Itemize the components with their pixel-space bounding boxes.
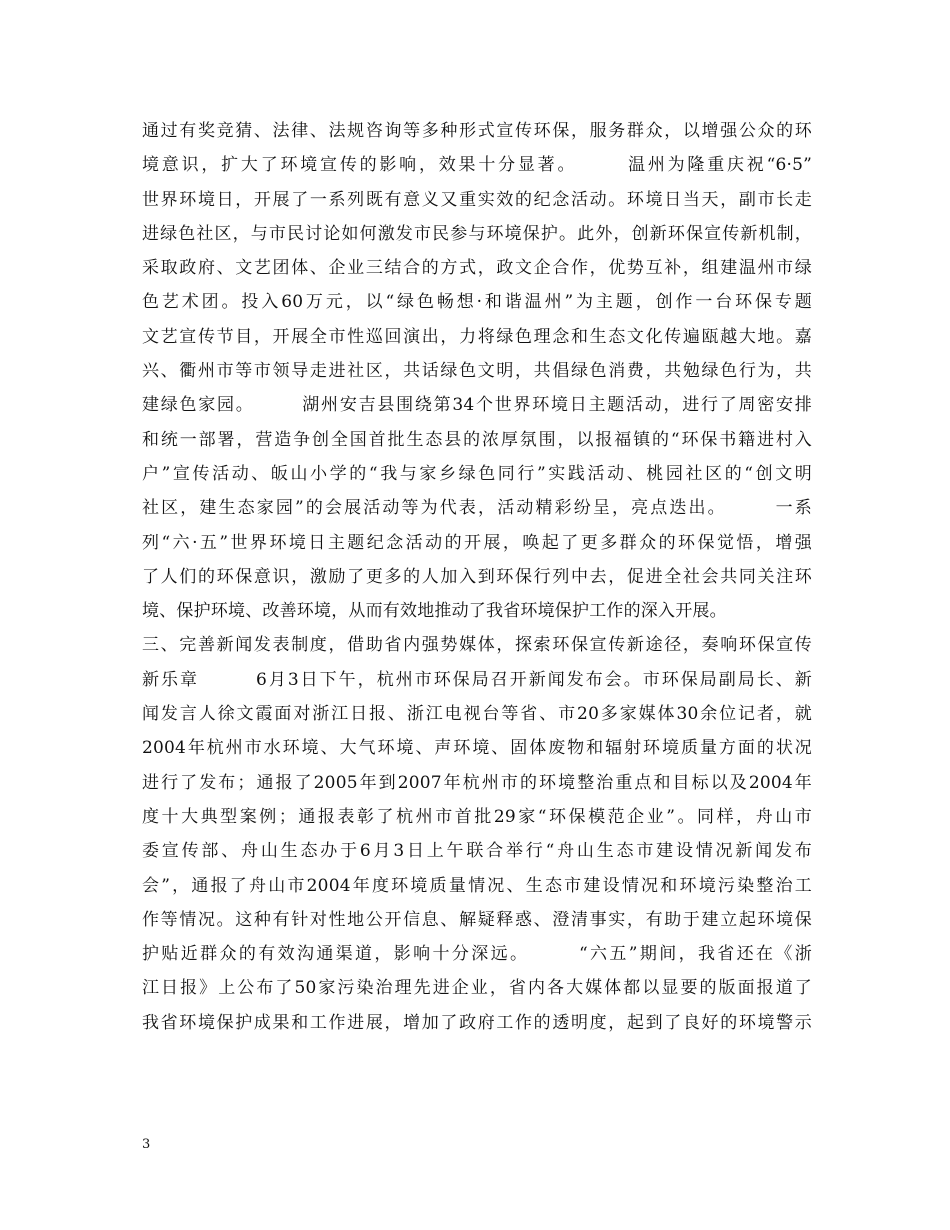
text-line: 境意识，扩大了环境宣传的影响，效果十分显著。 温州为隆重庆祝“6·5” bbox=[142, 155, 812, 176]
text-line: 文艺宣传节目，开展全市性巡回演出，力将绿色理念和生态文化传遍瓯越大地。嘉 bbox=[142, 326, 812, 347]
text-line: 度十大典型案例；通报表彰了杭州市首批29家“环保模范企业”。同样，舟山市 bbox=[142, 806, 812, 827]
text-line: 我省环境保护成果和工作进展，增加了政府工作的透明度，起到了良好的环境警示 bbox=[142, 1012, 812, 1033]
text-line: 世界环境日，开展了一系列既有意义又重实效的纪念活动。环境日当天，副市长走 bbox=[142, 189, 812, 210]
text-line: 了人们的环保意识，激励了更多的人加入到环保行列中去，促进全社会共同关注环 bbox=[142, 566, 812, 587]
text-line: 列“六·五”世界环境日主题纪念活动的开展，唤起了更多群众的环保觉悟，增强 bbox=[142, 532, 812, 553]
text-line: 闻发言人徐文霞面对浙江日报、浙江电视台等省、市20多家媒体30余位记者，就 bbox=[142, 704, 812, 725]
text-line: 进行了发布；通报了2005年到2007年杭州市的环境整治重点和目标以及2004年 bbox=[142, 772, 812, 793]
text-line: 户”宣传活动、皈山小学的“我与家乡绿色同行”实践活动、桃园社区的“创文明 bbox=[142, 463, 812, 484]
text-line: 三、完善新闻发表制度，借助省内强势媒体，探索环保宣传新途径，奏响环保宣传 bbox=[142, 635, 812, 656]
text-line: 境、保护环境、改善环境，从而有效地推动了我省环境保护工作的深入开展。 bbox=[142, 601, 727, 622]
text-line: 护贴近群众的有效沟通渠道，影响十分深远。 “六五”期间，我省还在《浙 bbox=[142, 944, 812, 965]
text-line: 作等情况。这种有针对性地公开信息、解疑释惑、澄清事实，有助于建立起环境保 bbox=[142, 909, 812, 930]
text-line: 江日报》上公布了50家污染治理先进企业，省内各大媒体都以显要的版面报道了 bbox=[142, 978, 812, 999]
text-line: 兴、衢州市等市领导走进社区，共话绿色文明，共倡绿色消费，共勉绿色行为，共 bbox=[142, 361, 812, 382]
body-text bbox=[142, 114, 812, 1040]
text-line: 2004年杭州市水环境、大气环境、声环境、固体废物和辐射环境质量方面的状况 bbox=[142, 738, 812, 759]
text-line: 通过有奖竞猜、法律、法规咨询等多种形式宣传环保，服务群众，以增强公众的环 bbox=[142, 121, 812, 141]
text-line: 采取政府、文艺团体、企业三结合的方式，政文企合作，优势互补，组建温州市绿 bbox=[142, 258, 812, 279]
text-line: 新乐章 6月3日下午，杭州市环保局召开新闻发布会。市环保局副局长、新 bbox=[142, 669, 812, 690]
page-number: 3 bbox=[142, 1137, 151, 1152]
text-line: 色艺术团。投入60万元，以“绿色畅想·和谐温州”为主题，创作一台环保专题 bbox=[142, 292, 812, 313]
text-line: 进绿色社区，与市民讨论如何激发市民参与环境保护。此外，创新环保宣传新机制， bbox=[142, 223, 812, 244]
text-line: 社区，建生态家园”的会展活动等为代表，活动精彩纷呈，亮点迭出。 一系 bbox=[142, 498, 812, 519]
text-line: 委宣传部、舟山生态办于6月3日上午联合举行“舟山生态市建设情况新闻发布 bbox=[142, 841, 812, 862]
text-line: 和统一部署，营造争创全国首批生态县的浓厚氛围，以报福镇的“环保书籍进村入 bbox=[142, 429, 812, 450]
text-line: 会”，通报了舟山市2004年度环境质量情况、生态市建设情况和环境污染整治工 bbox=[142, 875, 812, 896]
text-line: 建绿色家园。 湖州安吉县围绕第34个世界环境日主题活动，进行了周密安排 bbox=[142, 395, 812, 416]
